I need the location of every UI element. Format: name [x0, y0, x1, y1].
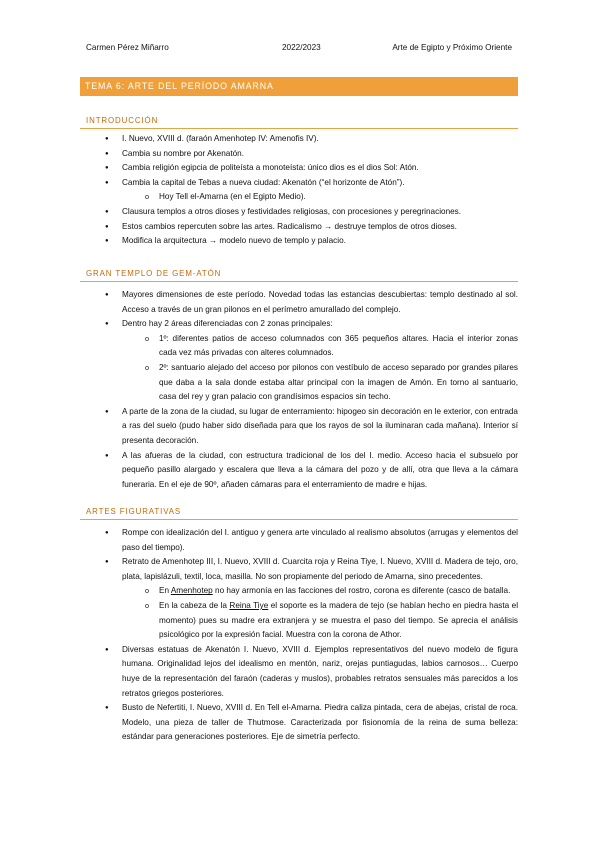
sub-list-item: [80, 584, 518, 599]
section-arts: [80, 507, 518, 745]
list-item: ● A las afueras de la ciudad, con estructura tradicional de los del I. medio. Acceso hacia el subsuelo por pequeño pasillo alargado y escalera que lleva a la cámara del pozo y de allí, otra que lleva a la cámara funeraria. En el eje de 90º, añaden cámaras para el enterramiento de madre e hijas.: [80, 449, 518, 493]
list-item: ● Retrato de Amenhotep III, I. Nuevo, XVIII d. Cuarcita roja y Reina Tiye, I. Nuevo, XVIII d. Madera de tejo, oro, plata, lapislázuli, textil, loca, masilla. No son propiamente del periodo de Amarna, sino precedentes.: [80, 555, 518, 584]
text-run: no hay armonía en las facciones del rostro, corona es diferente (casco de batalla.: [215, 586, 511, 596]
text-run: En: [159, 586, 170, 596]
intro-list: [80, 132, 518, 249]
list-item: ● Rompe con idealización del I. antiguo y genera arte vinculado al realismo absolutos (arrugas y elementos del paso del tiempo).: [80, 526, 518, 555]
list-item: ● Estos cambios repercuten sobre las artes. Radicalismo → destruye templos de otros dioses.: [80, 220, 518, 235]
section-heading-temple: GRAN TEMPLO DE GEM-ATÓN: [86, 269, 222, 278]
header-author: Carmen Pérez Miñarro: [86, 43, 169, 52]
document-title: TEMA 6: ARTE DEL PERÍODO AMARNA: [85, 81, 274, 91]
underlined-name-amenhotep: Amenhotep: [170, 586, 213, 596]
list-item: ● Modifica la arquitectura → modelo nuevo de templo y palacio.: [80, 234, 518, 249]
sub-list-item: o 2º: santuario alejado del acceso por pilonos con vestíbulo de acceso separado por grandes pilares que daba a la sala donde estaba altar principal con la imagen de Amón. En torno al santuario, casa del rey y gran palacio con grandísimos espacios sin techo.: [80, 361, 518, 405]
list-item: ● Mayores dimensiones de este período. Novedad todas las estancias descubiertas: templo destinado al sol. Acceso a través de un gran pilonos en el perímetro amurallado del complejo.: [80, 288, 518, 317]
list-item: ● Cambia religión egipcia de politeísta a monoteísta: único dios es el dios Sol: Atón.: [80, 161, 518, 176]
section-divider: [80, 519, 518, 520]
text-run: el soporte es la madera de tejo (se habían hecho en piedra hasta el momento) pues su madre era extranjera y se muestra el paso del tiempo. Se aprecia el análisis psicológico por la expresión facial. Muestra con la corona de Athor.: [159, 600, 519, 640]
list-item: ● Busto de Nefertiti, I. Nuevo, XVIII d. En Tell el-Amarna. Piedra caliza pintada, cera de abejas, cristal de roca. Modelo, una pieza de taller de Thutmose. Caracterizada por fisionomía de la reina de suma belleza: estándar para generaciones posteriores. Eje de simetría perfecto.: [80, 701, 518, 745]
section-heading-arts: ARTES FIGURATIVAS: [86, 507, 182, 516]
page-header: [86, 43, 512, 55]
list-item: ● Cambia la capital de Tebas a nueva ciudad: Akenatón (“el horizonte de Atón”).: [80, 176, 518, 191]
section-heading-intro: INTRODUCCIÓN: [86, 116, 159, 125]
list-item: ● I. Nuevo, XVIII d. (faraón Amenhotep IV: Amenofis IV).: [80, 132, 518, 147]
sub-list-item: o 1º: diferentes patios de acceso columnados con 365 pequeños altares. Hacia el interior zonas cada vez más privadas con alteres columnados.: [80, 332, 518, 361]
list-item: ● A parte de la zona de la ciudad, su lugar de enterramiento: hipogeo sin decoración en le exterior, con entrada a ras del suelo (pudo haber sido diseñada para que los rayos de sol la iluminaran cada mañana). Interior sí presenta decoración.: [80, 405, 518, 449]
list-item: ● Dentro hay 2 áreas diferenciadas con 2 zonas principales:: [80, 317, 518, 332]
text-run: En la cabeza de la: [159, 600, 227, 610]
list-item: ● Clausura templos a otros dioses y festividades religiosas, con procesiones y peregrinaciones.: [80, 205, 518, 220]
temple-list: [80, 288, 518, 492]
underlined-name-reina-tiye: Reina Tiye: [229, 600, 269, 610]
section-divider: [80, 128, 518, 129]
section-temple: [80, 269, 518, 492]
arts-list: [80, 526, 518, 745]
sub-list-item: [80, 599, 518, 643]
header-course: Arte de Egipto y Próximo Oriente: [392, 43, 512, 52]
section-intro: [80, 116, 518, 249]
title-bar: [80, 77, 518, 96]
header-year: 2022/2023: [282, 43, 321, 52]
list-item: ● Cambia su nombre por Akenatón.: [80, 147, 518, 162]
sub-list-item: o Hoy Tell el-Amarna (en el Egipto Medio).: [80, 190, 518, 205]
section-divider: [80, 281, 518, 282]
list-item: ● Diversas estatuas de Akenatón I. Nuevo, XVIII d. Ejemplos representativos del nuevo modelo de figura humana. Originalidad lejos del idealismo en mentón, nariz, orejas puntiagudas, labios carnosos… Cuerpo huye de la representación del faraón (caderas y muslos), probables retratos sensuales más parecidos a los retratos griegos posteriores.: [80, 643, 518, 701]
